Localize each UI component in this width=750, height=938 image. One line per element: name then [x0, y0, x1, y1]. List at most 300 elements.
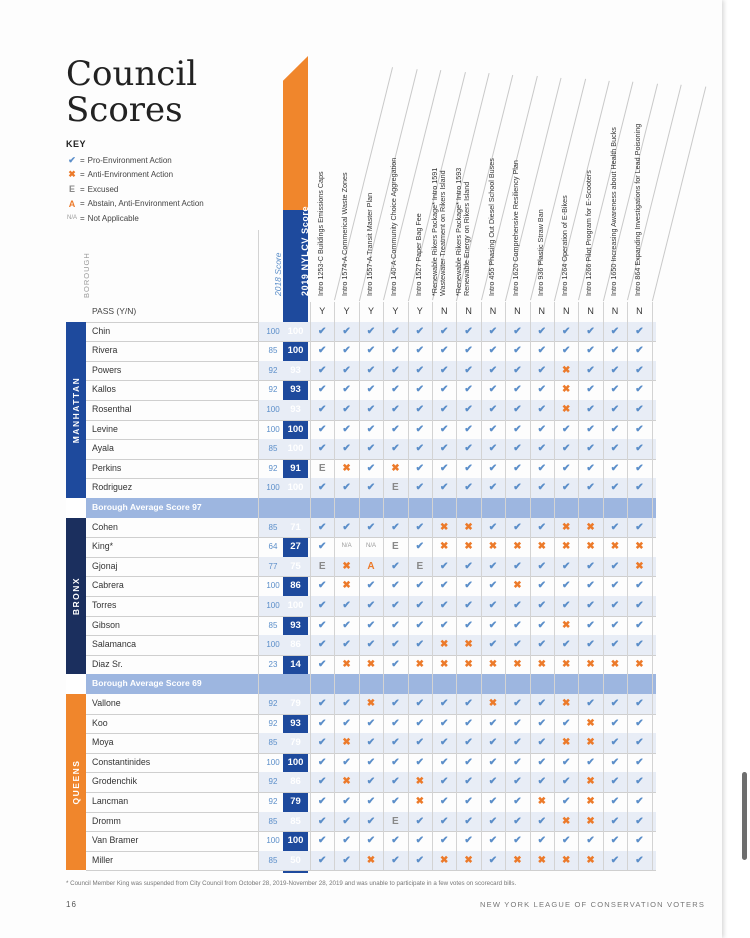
vote-mark: ✔ [537, 325, 546, 337]
vote-mark: ✔ [537, 756, 546, 768]
council-member-row [66, 557, 656, 577]
vote-mark: ✔ [513, 815, 522, 827]
score-2019: 75 [290, 560, 301, 572]
vote-mark: ✔ [464, 482, 473, 494]
vote-mark: ✖ [586, 737, 595, 749]
vote-mark: ✖ [366, 698, 376, 709]
vote-mark: ✔ [635, 482, 644, 494]
council-member-row [66, 400, 656, 420]
vote-mark: ✔ [366, 345, 376, 357]
vote-mark: ✖ [464, 541, 473, 553]
bill-header-label: Intro 455 Phasing Out Diesel School Buses [486, 158, 496, 296]
vote-mark: ✔ [415, 462, 424, 474]
vote-mark: ✔ [488, 384, 498, 396]
vote-mark: ✔ [562, 717, 571, 729]
scrollbar[interactable] [742, 772, 747, 860]
vote-mark: ✔ [415, 619, 424, 631]
vote-mark: ✔ [537, 404, 546, 415]
vote-mark: ✔ [391, 717, 400, 729]
score-2019: 14 [290, 658, 301, 670]
vote-mark: ✔ [318, 796, 327, 807]
vote-mark: ✔ [318, 443, 327, 455]
council-member-row [66, 812, 656, 832]
score-2019: 100 [287, 345, 304, 357]
vote-mark: ✖ [366, 854, 376, 866]
vote-mark: ✔ [537, 639, 546, 651]
vote-mark: ✔ [635, 443, 644, 455]
vote-mark: ✔ [415, 443, 424, 455]
score-2018: 100 [266, 836, 280, 846]
vote-mark: E [392, 482, 399, 494]
key-label: Not Applicable [87, 213, 139, 223]
column-divider [258, 230, 259, 870]
vote-mark: ✔ [635, 521, 644, 533]
council-member-row [66, 459, 656, 479]
vote-mark: ✔ [610, 776, 620, 788]
vote-mark: ✔ [610, 345, 620, 357]
borough-label [66, 518, 86, 675]
vote-mark: ✔ [586, 756, 595, 768]
vote-mark: ✖ [586, 854, 595, 866]
vote-mark: ✔ [440, 815, 449, 827]
vote-mark: ✔ [464, 698, 473, 709]
vote-mark: ✔ [440, 737, 449, 749]
vote-mark: ✔ [318, 345, 327, 357]
borough-average-row [86, 674, 656, 694]
vote-mark: E [318, 560, 326, 572]
vote-mark: ✔ [562, 756, 571, 768]
vote-mark: ✔ [342, 698, 351, 709]
council-member-row [66, 851, 656, 871]
score-2019: 27 [290, 541, 301, 553]
score-2018: 100 [266, 581, 280, 591]
borough-header: BOROUGH [82, 252, 91, 298]
vote-mark: ✔ [586, 443, 595, 455]
score-2019: 79 [290, 796, 301, 807]
score-2018: 92 [268, 718, 278, 728]
council-member-row [66, 596, 656, 616]
council-member-row [66, 361, 656, 381]
vote-mark: ✔ [391, 345, 400, 357]
vote-mark: ✔ [610, 756, 620, 768]
key-symbol: N/A [66, 215, 77, 221]
key-label: Anti-Environment Action [87, 170, 174, 179]
member-name: Kallos [92, 384, 116, 395]
vote-mark: ✖ [635, 541, 644, 553]
vote-mark: ✔ [440, 619, 449, 631]
member-name: Rivera [92, 345, 118, 356]
pass-value: N [611, 306, 619, 316]
vote-mark: ✔ [391, 443, 400, 455]
vote-mark: ✔ [415, 698, 424, 709]
vote-mark: ✔ [391, 737, 400, 749]
vote-mark: ✔ [440, 717, 449, 729]
score-2018: 100 [266, 424, 280, 434]
score-2019: 100 [287, 482, 304, 494]
vote-mark: ✔ [488, 345, 498, 357]
vote-mark: ✔ [440, 796, 449, 807]
key-item [66, 212, 139, 224]
vote-mark: ✔ [513, 364, 522, 376]
pass-value: N [514, 306, 521, 316]
vote-mark: ✔ [391, 384, 400, 396]
score-2018: 92 [268, 385, 278, 395]
vote-mark: ✔ [610, 698, 620, 709]
bill-header-label: Intro 1574-A Commerical Waste Zones [340, 172, 350, 296]
vote-mark: ✔ [342, 404, 351, 415]
column-divider [554, 302, 555, 870]
vote-mark: ✔ [366, 404, 376, 415]
bill-header-label: Intro 1264 Operation of E-Bikes [560, 195, 569, 296]
vote-mark: ✔ [488, 560, 498, 572]
member-name: Salamanca [92, 639, 137, 650]
key-symbol: E [68, 184, 75, 194]
vote-mark: ✔ [488, 776, 498, 788]
vote-mark: ✔ [318, 521, 327, 533]
vote-mark: ✖ [342, 776, 351, 788]
vote-mark: ✔ [488, 600, 498, 611]
vote-mark: ✔ [391, 835, 400, 847]
vote-mark: ✔ [318, 364, 327, 376]
column-divider [652, 302, 653, 870]
column-divider [383, 302, 384, 870]
member-name: Diaz Sr. [92, 658, 123, 669]
vote-mark: ✔ [391, 580, 400, 592]
vote-mark: ✔ [318, 404, 327, 415]
pass-value: N [440, 306, 448, 316]
member-name: King* [92, 541, 114, 552]
vote-mark: ✔ [415, 756, 424, 768]
vote-mark: ✔ [610, 443, 620, 455]
vote-mark: ✔ [513, 423, 522, 435]
vote-mark: ✔ [366, 462, 376, 474]
vote-mark: ✖ [440, 541, 449, 553]
member-name: Cohen [92, 521, 118, 532]
council-member-row [66, 341, 656, 361]
council-member-row [66, 322, 656, 342]
vote-mark: ✔ [513, 384, 522, 396]
vote-mark: ✖ [513, 854, 522, 866]
member-name: Grodenchik [92, 776, 137, 787]
vote-mark: ✔ [391, 776, 400, 788]
score-2018: 92 [268, 699, 278, 708]
vote-mark: ✔ [610, 600, 620, 611]
bill-header-label: Intro 1266 Pilot Program for E-Scooters [584, 170, 594, 296]
score-2019: 86 [290, 776, 301, 788]
vote-mark: ✔ [635, 639, 644, 651]
vote-mark: ✔ [610, 835, 620, 847]
vote-mark: ✖ [562, 854, 571, 866]
score-2018: 85 [268, 620, 278, 630]
vote-mark: ✔ [342, 521, 351, 533]
score-2019: 71 [290, 521, 301, 533]
vote-mark: ✔ [488, 639, 498, 651]
council-member-row [66, 380, 656, 400]
score-2018: 100 [266, 601, 280, 610]
score-2019: 79 [290, 737, 301, 749]
vote-mark: ✔ [464, 462, 473, 474]
vote-mark: ✖ [537, 796, 546, 807]
vote-mark: ✔ [415, 345, 424, 357]
vote-mark: ✔ [635, 717, 644, 729]
member-name: Koo [92, 717, 108, 728]
vote-mark: ✖ [415, 796, 424, 807]
vote-mark: ✖ [586, 796, 595, 807]
vote-mark: ✔ [635, 423, 644, 435]
vote-mark: ✔ [342, 423, 351, 435]
score-2018: 85 [268, 346, 278, 356]
vote-mark: ✔ [537, 776, 546, 788]
vote-mark: ✖ [635, 658, 644, 670]
score-2019: 91 [290, 462, 301, 474]
score-2019: 93 [290, 404, 301, 415]
council-member-row [66, 537, 656, 557]
vote-mark: ✔ [586, 325, 595, 337]
vote-mark: ✔ [488, 796, 498, 807]
member-name: Ayala [92, 443, 114, 454]
vote-mark: ✔ [635, 384, 644, 396]
key-item [66, 198, 204, 210]
vote-mark: ✔ [488, 619, 498, 631]
borough-gap [66, 674, 86, 694]
vote-mark: ✔ [464, 737, 473, 749]
vote-mark: ✔ [342, 815, 351, 827]
council-member-row [66, 478, 656, 498]
vote-mark: ✔ [342, 482, 351, 494]
vote-mark: ✔ [440, 462, 449, 474]
bill-header-label: Intro 140-A Community Choice Aggregation [389, 157, 399, 296]
vote-mark: ✔ [513, 325, 522, 337]
score-2019: 100 [287, 835, 304, 847]
vote-mark: ✔ [488, 756, 498, 768]
pass-value: N [465, 306, 472, 316]
vote-mark: ✔ [488, 364, 498, 376]
vote-mark: ✔ [610, 854, 620, 866]
vote-mark: ✔ [537, 345, 546, 357]
vote-mark: ✔ [318, 541, 327, 553]
score-2018: 100 [266, 326, 280, 336]
vote-mark: ✔ [415, 364, 424, 376]
bill-header-label: Intro 1620 Comprehensive Resiliency Plan [511, 160, 521, 296]
vote-mark: ✔ [635, 580, 644, 592]
vote-mark: ✖ [391, 462, 400, 474]
score-2018: 100 [266, 757, 280, 767]
vote-mark: ✔ [562, 345, 571, 357]
vote-mark: ✔ [586, 619, 595, 631]
column-divider [310, 302, 311, 870]
vote-mark: ✔ [464, 364, 473, 376]
vote-mark: ✖ [586, 717, 595, 729]
vote-mark: ✔ [586, 364, 595, 376]
pass-label: PASS (Y/N) [92, 306, 137, 316]
vote-mark: ✔ [610, 560, 620, 572]
vote-mark: ✔ [586, 835, 595, 847]
vote-mark: ✔ [391, 658, 400, 670]
score-2019: 100 [287, 600, 304, 611]
vote-mark: ✔ [610, 404, 620, 415]
pass-value: Y [343, 306, 350, 316]
borough-average-label: Borough Average Score 69 [92, 678, 202, 689]
vote-mark: ✔ [488, 325, 498, 337]
vote-mark: ✔ [342, 600, 351, 611]
vote-mark: ✔ [318, 698, 327, 709]
vote-mark: ✔ [562, 423, 571, 435]
vote-mark: ✔ [366, 639, 376, 651]
vote-mark: ✔ [415, 854, 424, 866]
vote-mark: ✔ [537, 384, 546, 396]
vote-mark: ✔ [366, 580, 376, 592]
council-member-row [66, 753, 656, 773]
council-member-row [66, 420, 656, 440]
vote-mark: ✔ [610, 364, 620, 376]
vote-mark: ✔ [513, 600, 522, 611]
key-equals: = [80, 199, 85, 208]
vote-mark: ✔ [391, 796, 400, 807]
column-divider [408, 302, 409, 870]
column-divider [432, 302, 433, 870]
vote-mark: ✔ [610, 462, 620, 474]
column-divider [578, 302, 579, 870]
vote-mark: ✔ [391, 560, 400, 572]
vote-mark: ✔ [586, 404, 595, 415]
score-2019: 100 [287, 325, 304, 337]
vote-mark: ✔ [366, 325, 376, 337]
key-label: Pro-Environment Action [87, 155, 172, 165]
vote-mark: ✔ [342, 639, 351, 651]
key-item [66, 183, 118, 195]
vote-mark: ✔ [562, 443, 571, 455]
vote-mark: ✔ [342, 756, 351, 768]
score-2018-header: 2018 Score [273, 252, 283, 296]
member-name: Chin [92, 325, 111, 336]
vote-mark: ✔ [513, 796, 522, 807]
vote-mark: ✔ [586, 600, 595, 611]
vote-mark: ✖ [562, 404, 571, 415]
key-equals: = [80, 184, 85, 194]
score-2019: 100 [287, 423, 304, 435]
vote-mark: ✔ [366, 796, 376, 807]
vote-mark: ✔ [488, 482, 498, 494]
vote-mark: ✔ [318, 658, 327, 670]
bill-header-label: *Renewable Rikers Package* Intro 1591 Wastewater Treatment on Rikers Island [430, 167, 447, 296]
council-member-row [66, 714, 656, 734]
vote-mark: ✔ [537, 482, 546, 494]
vote-mark: ✖ [562, 541, 571, 553]
score-2018: 92 [268, 797, 278, 806]
vote-mark: ✔ [586, 345, 595, 357]
vote-mark: ✔ [440, 384, 449, 396]
bill-header-label: Intro 1557-A Transit Master Plan [364, 192, 374, 296]
vote-mark: ✔ [537, 443, 546, 455]
vote-mark: ✔ [610, 717, 620, 729]
vote-mark: ✖ [464, 854, 473, 866]
member-name: Cabrera [92, 580, 124, 591]
vote-mark: ✔ [513, 521, 522, 533]
vote-mark: ✔ [342, 345, 351, 357]
vote-mark: ✔ [318, 600, 327, 611]
vote-mark: ✔ [415, 325, 424, 337]
vote-mark: ✔ [440, 560, 449, 572]
vote-mark: ✖ [415, 658, 424, 670]
bill-header-label: Intro 1650 Increasing Awareness about Health Bucks [608, 127, 618, 296]
vote-mark: ✔ [635, 345, 644, 357]
vote-mark: ✔ [318, 619, 327, 631]
council-member-row [66, 576, 656, 596]
vote-mark: ✔ [342, 796, 351, 807]
vote-mark: ✔ [440, 443, 449, 455]
vote-mark: ✔ [513, 835, 522, 847]
vote-mark: ✔ [366, 815, 376, 827]
council-member-row [66, 616, 656, 636]
vote-mark: ✔ [366, 423, 376, 435]
vote-mark: ✔ [415, 580, 424, 592]
bill-header-label: Intro 1253-C Buildings Emissions Caps [316, 171, 325, 296]
vote-mark: ✔ [366, 835, 376, 847]
vote-mark: ✔ [610, 482, 620, 494]
vote-mark: ✖ [562, 737, 571, 749]
vote-mark: ✔ [342, 325, 351, 337]
vote-mark: N/A [341, 543, 352, 550]
pass-value: Y [416, 306, 423, 316]
vote-mark: ✖ [342, 462, 351, 474]
score-2019: 86 [290, 639, 301, 651]
vote-mark: ✔ [635, 835, 644, 847]
vote-mark: ✔ [513, 560, 522, 572]
vote-mark: ✔ [513, 619, 522, 631]
vote-mark: ✔ [342, 443, 351, 455]
bill-header-label: Intro 1527 Paper Bag Fee [413, 213, 423, 296]
vote-mark: ✔ [391, 325, 400, 337]
member-name: Perkins [92, 462, 122, 473]
vote-mark: ✔ [318, 756, 327, 768]
borough-label [66, 322, 86, 498]
vote-mark: ✔ [415, 482, 424, 494]
vote-mark: ✔ [537, 521, 546, 533]
vote-mark: ✔ [586, 384, 595, 396]
vote-mark: ✔ [586, 639, 595, 651]
vote-mark: ✔ [586, 560, 595, 572]
vote-mark: ✔ [391, 364, 400, 376]
pass-value: Y [319, 306, 326, 316]
vote-mark: ✖ [586, 815, 595, 827]
vote-mark: ✔ [562, 796, 571, 807]
vote-mark: ✔ [366, 619, 376, 631]
header-separator [652, 86, 706, 300]
vote-mark: ✔ [586, 698, 595, 709]
vote-mark: ✔ [342, 835, 351, 847]
member-name: Moya [92, 737, 114, 748]
column-divider [334, 302, 335, 870]
vote-mark: ✖ [537, 854, 546, 866]
vote-mark: ✖ [586, 521, 595, 533]
vote-mark: ✔ [488, 717, 498, 729]
vote-mark: E [318, 462, 326, 474]
vote-mark: ✔ [513, 756, 522, 768]
council-member-row [66, 772, 656, 792]
vote-mark: ✔ [415, 717, 424, 729]
bill-header-label: Intro 864 Expanding Investigations for Lead Poisoning [633, 123, 643, 296]
vote-mark: ✔ [635, 325, 644, 337]
borough-gap [66, 498, 86, 518]
vote-mark: E [392, 541, 399, 553]
pass-value: N [489, 306, 497, 316]
vote-mark: ✖ [562, 521, 571, 533]
organization-name: NEW YORK LEAGUE OF CONSERVATION VOTERS [480, 900, 706, 909]
vote-mark: ✔ [318, 580, 327, 592]
vote-mark: ✔ [586, 423, 595, 435]
score-2019: 50 [290, 854, 301, 866]
vote-mark: ✔ [610, 737, 620, 749]
